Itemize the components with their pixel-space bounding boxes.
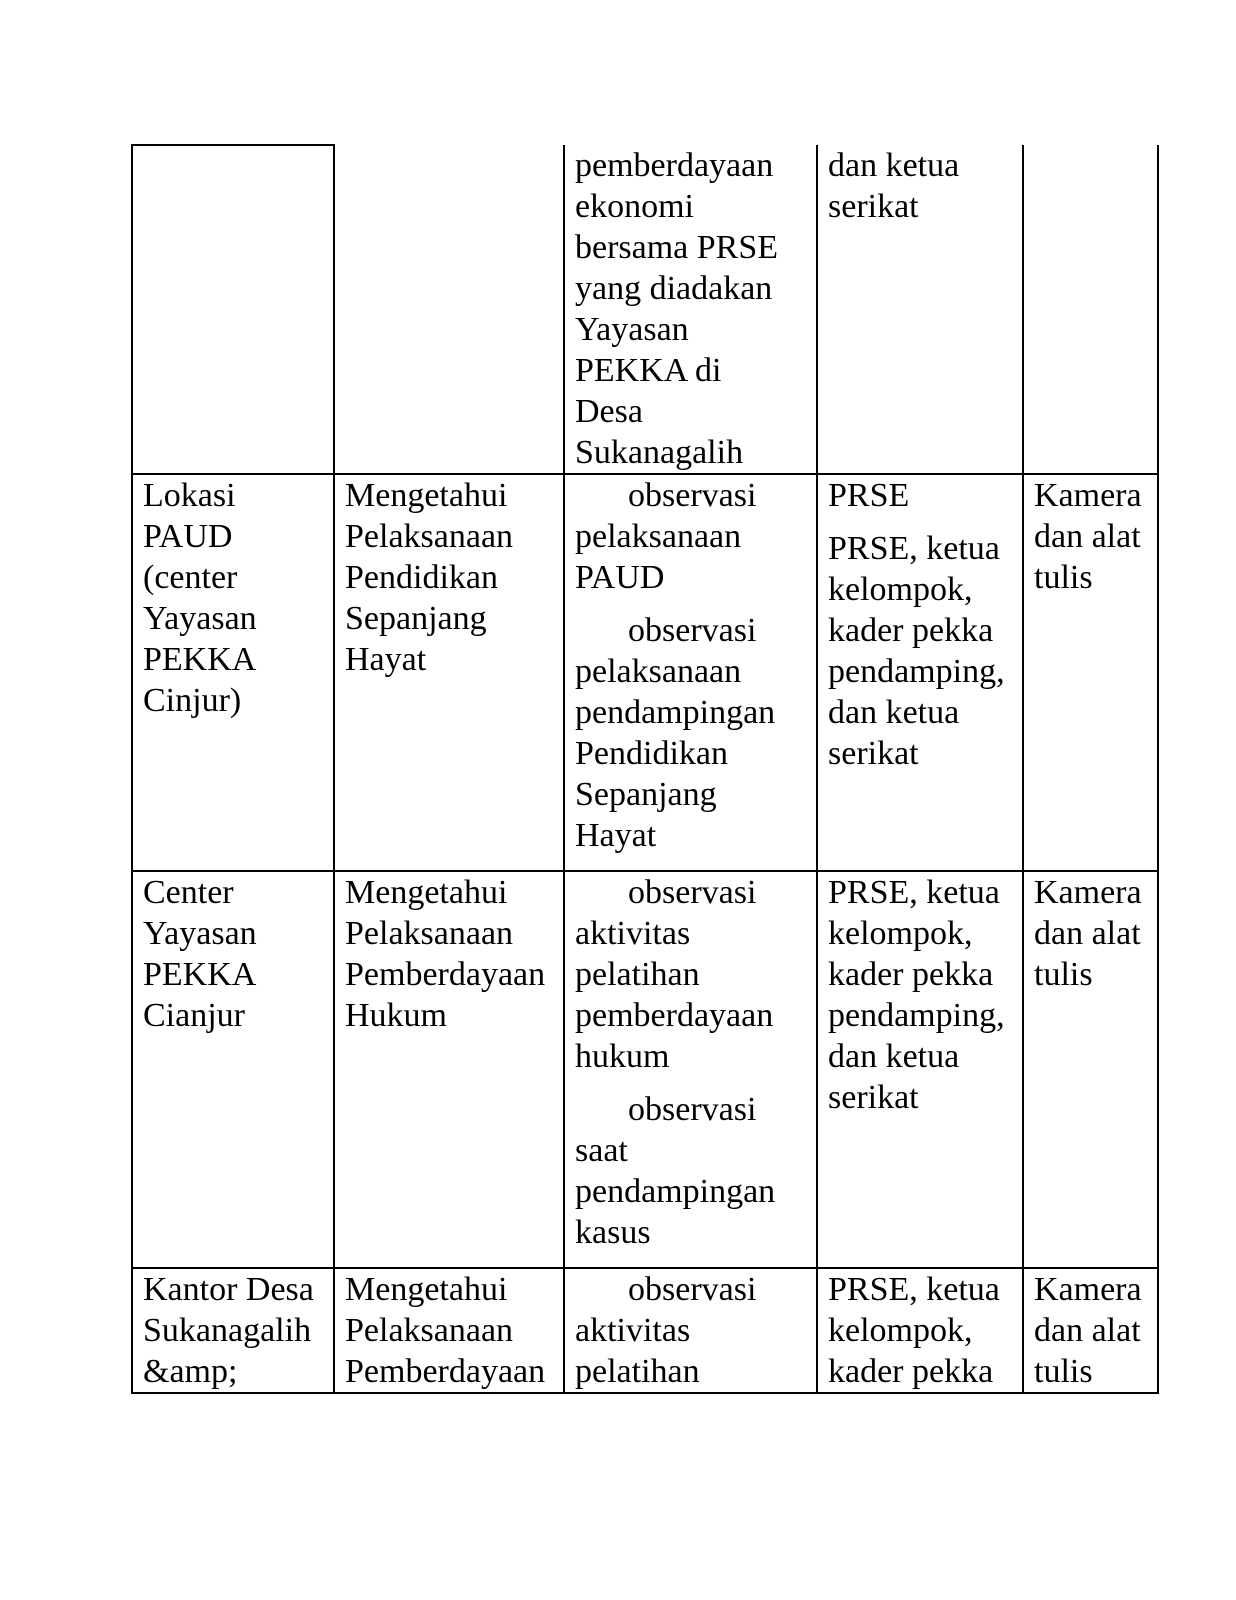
cell-line: Kamera: [1034, 477, 1142, 514]
cell-line: kelompok,: [828, 571, 973, 608]
tools-cell: [1023, 1268, 1158, 1393]
table-row-paud: [132, 474, 1158, 871]
cell-line: bersama PRSE: [575, 229, 779, 266]
cell-line: Sepanjang: [345, 600, 487, 637]
cell-paragraph: [575, 610, 816, 856]
cell-line: pendamping,: [828, 653, 1005, 690]
informant-cell: [817, 474, 1023, 871]
cell-line: Cianjur: [143, 997, 245, 1034]
cell-line: Kamera: [1034, 1271, 1142, 1308]
cell-line: Hayat: [345, 641, 427, 678]
cell-line: Yayasan: [143, 600, 257, 637]
cell-line: kelompok,: [828, 915, 973, 952]
cell-line: PAUD: [143, 518, 233, 555]
cell-line: serikat: [828, 735, 919, 772]
activity-cell: [564, 145, 817, 474]
cell-line: dan ketua: [828, 147, 960, 184]
cell-paragraph: [828, 528, 1022, 774]
cell-line: observasi: [628, 1091, 757, 1128]
cell-paragraph: [575, 475, 816, 598]
tools-cell: [1023, 145, 1158, 474]
cell-line: kelompok,: [828, 1312, 973, 1349]
location-cell: [132, 474, 334, 871]
cell-line: Pelaksanaan: [345, 1312, 514, 1349]
cell-line: Center: [143, 874, 234, 911]
cell-line: Sukanagalih: [143, 1312, 312, 1349]
cell-line: ekonomi: [575, 188, 694, 225]
cell-line: serikat: [828, 1079, 919, 1116]
cell-line: dan alat: [1034, 915, 1141, 952]
cell-line: Cinjur): [143, 682, 242, 719]
cell-line: Mengetahui: [345, 477, 508, 514]
observation-table: [131, 144, 1159, 1394]
cell-line: pelaksanaan: [575, 518, 742, 555]
cell-line: PRSE: [828, 477, 910, 514]
cell-line: Pendidikan: [575, 735, 728, 772]
cell-line: kader pekka: [828, 956, 994, 993]
location-cell: [132, 145, 334, 474]
purpose-cell: [334, 871, 564, 1268]
cell-line: yang diadakan: [575, 270, 773, 307]
table-row-kantor: [132, 1268, 1158, 1393]
activity-cell: [564, 474, 817, 871]
cell-line: aktivitas: [575, 915, 691, 952]
cell-line: saat: [575, 1132, 628, 1169]
cell-line: pendampingan: [575, 1173, 776, 1210]
cell-line: Yayasan: [143, 915, 257, 952]
cell-paragraph: [575, 1089, 816, 1253]
cell-line: observasi: [628, 874, 757, 911]
cell-line: Pemberdayaan: [345, 1353, 546, 1390]
cell-line: pelaksanaan: [575, 653, 742, 690]
cell-paragraph: [828, 475, 1022, 516]
cell-line: Kamera: [1034, 874, 1142, 911]
informant-cell: [817, 1268, 1023, 1393]
cell-line: PRSE, ketua: [828, 530, 1000, 567]
cell-line: observasi: [628, 477, 757, 514]
cell-line: pelatihan: [575, 1353, 700, 1390]
cell-line: PEKKA: [143, 956, 257, 993]
informant-cell: [817, 145, 1023, 474]
cell-line: hukum: [575, 1038, 670, 1075]
cell-line: pemberdayaan: [575, 997, 774, 1034]
activity-cell: [564, 1268, 817, 1393]
cell-line: Hayat: [575, 817, 657, 854]
activity-cell: [564, 871, 817, 1268]
cell-line: dan ketua: [828, 1038, 960, 1075]
cell-line: PRSE, ketua: [828, 874, 1000, 911]
informant-cell: [817, 871, 1023, 1268]
tools-cell: [1023, 871, 1158, 1268]
cell-line: dan alat: [1034, 518, 1141, 555]
cell-line: observasi: [628, 612, 757, 649]
cell-line: PEKKA di: [575, 352, 722, 389]
cell-line: dan ketua: [828, 694, 960, 731]
cell-line: Pemberdayaan: [345, 956, 546, 993]
cell-line: observasi: [628, 1271, 757, 1308]
cell-paragraph: [828, 872, 1022, 1118]
cell-line: Mengetahui: [345, 1271, 508, 1308]
location-cell: [132, 1268, 334, 1393]
cell-line: dan alat: [1034, 1312, 1141, 1349]
cell-line: PAUD: [575, 559, 665, 596]
cell-line: aktivitas: [575, 1312, 691, 1349]
cell-line: serikat: [828, 188, 919, 225]
cell-line: tulis: [1034, 956, 1093, 993]
cell-line: pendampingan: [575, 694, 776, 731]
table-row-continuation: [132, 145, 1158, 474]
cell-line: Pendidikan: [345, 559, 498, 596]
cell-line: kasus: [575, 1214, 651, 1251]
cell-paragraph: [575, 1269, 816, 1392]
cell-line: Desa: [575, 393, 643, 430]
cell-line: PRSE, ketua: [828, 1271, 1000, 1308]
table-row-center: [132, 871, 1158, 1268]
cell-line: Hukum: [345, 997, 447, 1034]
cell-line: Kantor Desa: [143, 1271, 314, 1308]
cell-paragraph: [828, 1269, 1022, 1392]
cell-line: kader pekka: [828, 612, 994, 649]
cell-paragraph: [828, 145, 1022, 227]
cell-line: &amp;: [143, 1353, 238, 1390]
cell-line: pelatihan: [575, 956, 700, 993]
cell-line: Sukanagalih: [575, 434, 744, 471]
cell-line: Lokasi: [143, 477, 236, 514]
cell-line: Pelaksanaan: [345, 518, 514, 555]
cell-paragraph: [575, 872, 816, 1077]
purpose-cell: [334, 474, 564, 871]
cell-line: pemberdayaan: [575, 147, 774, 184]
cell-line: (center: [143, 559, 238, 596]
cell-line: tulis: [1034, 1353, 1093, 1390]
purpose-cell: [334, 1268, 564, 1393]
cell-line: Yayasan: [575, 311, 689, 348]
cell-line: Sepanjang: [575, 776, 717, 813]
cell-line: kader pekka: [828, 1353, 994, 1390]
cell-line: Mengetahui: [345, 874, 508, 911]
purpose-cell: [334, 145, 564, 474]
location-cell: [132, 871, 334, 1268]
cell-line: pendamping,: [828, 997, 1005, 1034]
tools-cell: [1023, 474, 1158, 871]
cell-paragraph: [575, 145, 816, 473]
cell-line: tulis: [1034, 559, 1093, 596]
cell-line: Pelaksanaan: [345, 915, 514, 952]
cell-line: PEKKA: [143, 641, 257, 678]
